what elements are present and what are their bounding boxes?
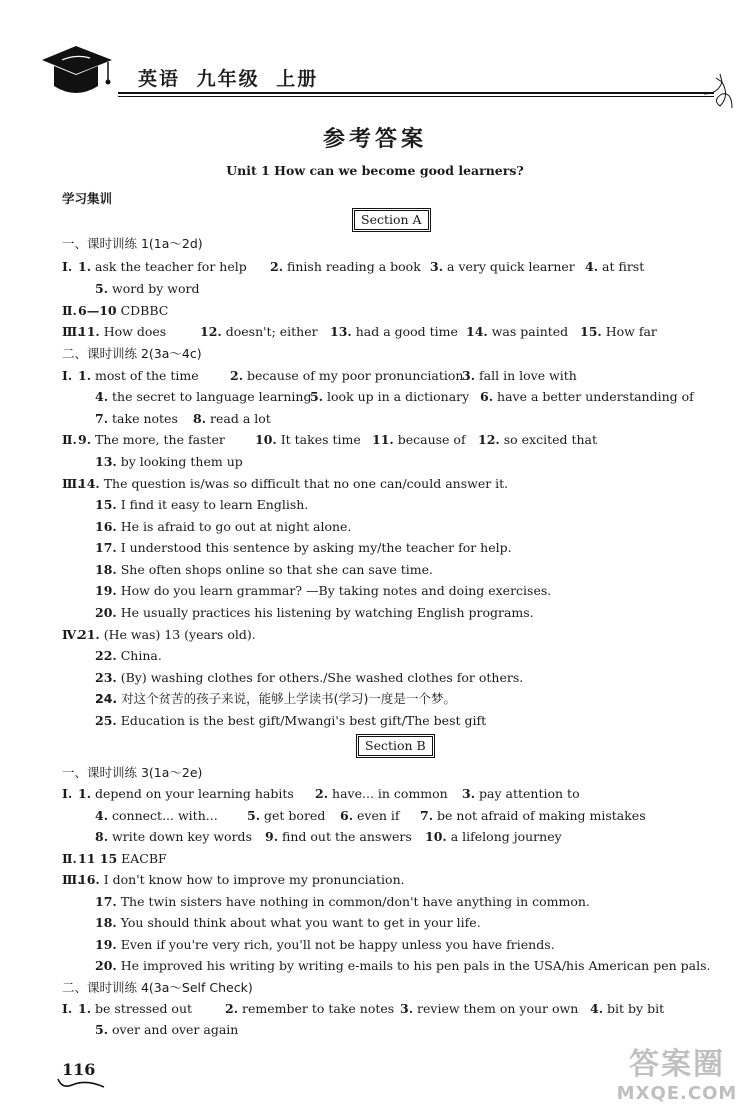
answer-text: was painted	[487, 324, 569, 339]
answer-text: fall in love with	[475, 368, 577, 383]
part-number: Ⅰ.	[62, 368, 73, 383]
section-b-label: Section B	[358, 736, 433, 756]
answer-item	[95, 605, 534, 621]
answer-item	[270, 259, 421, 275]
answer-item	[95, 829, 252, 845]
answer-text: pay attention to	[475, 786, 580, 801]
answer-item	[78, 872, 405, 888]
answer-item	[265, 829, 412, 845]
part-number: Ⅱ.	[62, 851, 77, 866]
answer-text: He is afraid to go out at night alone.	[116, 519, 352, 534]
answer-text: bit by bit	[603, 1001, 665, 1016]
answer-item	[462, 786, 580, 802]
answer-text: so excited that	[499, 432, 598, 447]
answer-number: 13.	[330, 324, 352, 339]
answer-number: 20.	[95, 605, 117, 620]
answer-text: remember to take notes	[238, 1001, 395, 1016]
answer-item	[95, 1022, 238, 1038]
answer-number: 17.	[95, 894, 117, 909]
answer-number: 12.	[200, 324, 222, 339]
answer-number: 11.	[372, 432, 394, 447]
answer-number: 4.	[95, 389, 109, 404]
header-rule	[118, 92, 714, 94]
book-title: 英语 九年级 上册	[138, 68, 319, 90]
answer-item	[95, 497, 308, 513]
answer-item	[425, 829, 562, 845]
answer-item	[95, 670, 523, 686]
part-number: Ⅰ.	[62, 786, 73, 801]
answer-text: read a lot	[206, 411, 271, 426]
answer-text: had a good time	[351, 324, 458, 339]
answer-item	[95, 389, 312, 405]
answer-number: 14.	[78, 476, 100, 491]
answer-text: Even if you're very rich, you'll not be happy unless you have friends.	[116, 937, 555, 952]
page-header	[0, 0, 750, 110]
answer-number: 6.	[340, 808, 354, 823]
answer-number: 11 15	[78, 851, 118, 866]
answer-text: take notes	[108, 411, 178, 426]
swirl-ornament-icon	[702, 72, 736, 112]
answer-text: be stressed out	[91, 1001, 193, 1016]
answer-number: 5.	[247, 808, 261, 823]
answer-item	[230, 368, 463, 384]
answer-text: have... in common	[328, 786, 448, 801]
answer-text: She often shops online so that she can save time.	[116, 562, 433, 577]
part-number: Ⅲ.	[62, 324, 82, 339]
answer-number: 16.	[95, 519, 117, 534]
answer-number: 4.	[590, 1001, 604, 1016]
answer-item	[330, 324, 458, 340]
answer-item	[420, 808, 646, 824]
answer-item	[478, 432, 597, 448]
answer-item	[95, 937, 555, 953]
answer-text: How do you learn grammar? —By taking notes and doing exercises.	[116, 583, 552, 598]
answer-text: even if	[353, 808, 400, 823]
watermark	[612, 1039, 742, 1105]
part-number: Ⅰ.	[62, 259, 73, 274]
answer-text: the secret to language learning	[108, 389, 312, 404]
page-number-ornament-icon	[56, 1075, 106, 1091]
answer-text: Education is the best gift/Mwangi's best gift/The best gift	[116, 713, 487, 728]
answer-text: connect... with...	[108, 808, 218, 823]
answer-item	[78, 851, 167, 867]
answer-item	[200, 324, 318, 340]
answer-number: 17.	[95, 540, 117, 555]
unit-title: Unit 1 How can we become good learners?	[226, 163, 524, 178]
answer-number: 18.	[95, 915, 117, 930]
answer-number: 23.	[95, 670, 117, 685]
answer-item	[78, 432, 225, 448]
answer-item	[225, 1001, 394, 1017]
answer-text: most of the time	[91, 368, 199, 383]
answer-number: 4.	[95, 808, 109, 823]
answer-number: 21.	[78, 627, 100, 642]
part-number: Ⅰ.	[62, 1001, 73, 1016]
exercise-heading: 一、课时训练 3(1a～2e)	[62, 765, 203, 780]
exercise-heading: 二、课时训练 4(3a～Self Check)	[62, 980, 253, 995]
answer-item	[95, 691, 456, 707]
answer-item	[78, 476, 508, 492]
answer-item	[95, 540, 512, 556]
answer-number: 1.	[78, 786, 92, 801]
answer-text: CDBBC	[116, 303, 169, 318]
answer-number: 7.	[95, 411, 109, 426]
answer-text: write down key words	[108, 829, 252, 844]
answer-number: 18.	[95, 562, 117, 577]
answer-item	[340, 808, 400, 824]
answer-number: 14.	[466, 324, 488, 339]
answer-text: word by word	[108, 281, 200, 296]
part-number: Ⅱ.	[62, 303, 77, 318]
answer-item	[95, 808, 218, 824]
answer-item	[430, 259, 575, 275]
answer-number: 4.	[585, 259, 599, 274]
answer-text: You should think about what you want to get in your life.	[116, 915, 481, 930]
answer-item	[95, 583, 551, 599]
answer-number: 1.	[78, 259, 92, 274]
section-a-label: Section A	[354, 210, 429, 230]
answer-item	[95, 562, 433, 578]
answer-number: 6.	[480, 389, 494, 404]
answer-item	[310, 389, 469, 405]
answer-item	[95, 411, 178, 427]
answer-text: The question is/was so difficult that no one can/could answer it.	[99, 476, 509, 491]
answer-text: by looking them up	[116, 454, 243, 469]
answer-text: China.	[116, 648, 162, 663]
answer-number: 24.	[95, 691, 118, 706]
answer-number: 5.	[95, 1022, 109, 1037]
answer-item	[78, 627, 256, 643]
answer-text: The more, the faster	[91, 432, 225, 447]
answer-item	[78, 368, 199, 384]
watermark-logo: 答案圈	[629, 1047, 725, 1082]
answer-number: 3.	[462, 368, 476, 383]
answer-text: doesn't; either	[221, 324, 318, 339]
answer-text: The twin sisters have nothing in common/don't have anything in common.	[116, 894, 590, 909]
answer-item	[78, 324, 166, 340]
answer-text: depend on your learning habits	[91, 786, 294, 801]
graduation-cap-icon	[36, 40, 116, 102]
answer-text: It takes time	[276, 432, 361, 447]
answer-item	[95, 958, 710, 974]
section-label: 学习集训	[62, 191, 113, 206]
part-number: Ⅲ.	[62, 476, 82, 491]
answer-item	[247, 808, 325, 824]
answer-number: 1.	[78, 1001, 92, 1016]
answer-item	[590, 1001, 664, 1017]
answer-number: 15.	[95, 497, 117, 512]
answer-item	[480, 389, 694, 405]
answer-text: because of	[393, 432, 466, 447]
answer-item	[95, 915, 481, 931]
answer-number: 6—10	[78, 303, 117, 318]
answer-item	[78, 1001, 192, 1017]
watermark-url: MXQE.COM	[616, 1083, 738, 1104]
answer-number: 8.	[95, 829, 109, 844]
answer-item	[580, 324, 657, 340]
answer-item	[95, 281, 199, 297]
answer-item	[78, 259, 247, 275]
answer-text: 对这个贫苦的孩子来说，能够上学读书(学习)一度是一个梦。	[117, 691, 456, 706]
answer-number: 12.	[478, 432, 500, 447]
answer-number: 8.	[193, 411, 207, 426]
answer-text: How far	[601, 324, 657, 339]
answer-text: finish reading a book	[283, 259, 421, 274]
answer-number: 2.	[315, 786, 329, 801]
answer-number: 25.	[95, 713, 117, 728]
page-number: 116	[62, 1060, 96, 1079]
answer-text: find out the answers	[278, 829, 412, 844]
answer-item	[466, 324, 568, 340]
answer-text: (He was) 13 (years old).	[99, 627, 256, 642]
answer-number: 20.	[95, 958, 117, 973]
answer-number: 16.	[78, 872, 100, 887]
answer-text: EACBF	[117, 851, 167, 866]
answer-item	[95, 894, 590, 910]
answer-text: review them on your own	[413, 1001, 579, 1016]
exercise-heading: 二、课时训练 2(3a～4c)	[62, 346, 202, 361]
answer-number: 10.	[425, 829, 447, 844]
answer-text: ask the teacher for help	[91, 259, 247, 274]
part-number: Ⅱ.	[62, 432, 77, 447]
answer-number: 9.	[265, 829, 279, 844]
answer-number: 13.	[95, 454, 117, 469]
answer-number: 9.	[78, 432, 92, 447]
answer-number: 15.	[580, 324, 602, 339]
answer-text: have a better understanding of	[493, 389, 694, 404]
answer-number: 2.	[270, 259, 284, 274]
answer-number: 5.	[95, 281, 109, 296]
answer-number: 10.	[255, 432, 277, 447]
answer-text: I find it easy to learn English.	[116, 497, 309, 512]
answer-number: 3.	[400, 1001, 414, 1016]
answer-text: He usually practices his listening by watching English programs.	[116, 605, 534, 620]
answer-item	[462, 368, 577, 384]
exercise-heading: 一、课时训练 1(1a～2d)	[62, 236, 203, 251]
answer-number: 3.	[430, 259, 444, 274]
answer-text: a very quick learner	[443, 259, 575, 274]
answer-item	[95, 713, 486, 729]
header-rule-thin	[118, 96, 714, 97]
answer-number: 2.	[230, 368, 244, 383]
page-title: 参考答案	[322, 127, 427, 152]
answer-text: a lifelong journey	[446, 829, 562, 844]
answer-item	[372, 432, 466, 448]
answer-number: 19.	[95, 583, 117, 598]
answer-item	[400, 1001, 578, 1017]
answer-text: over and over again	[108, 1022, 239, 1037]
answer-item	[78, 303, 168, 319]
answer-item	[78, 786, 294, 802]
answer-number: 19.	[95, 937, 117, 952]
answer-text: He improved his writing by writing e-mails to his pen pals in the USA/his American pen pals.	[116, 958, 711, 973]
answer-number: 7.	[420, 808, 434, 823]
answer-text: because of my poor pronunciation	[243, 368, 464, 383]
answer-text: (By) washing clothes for others./She washed clothes for others.	[116, 670, 524, 685]
answer-text: be not afraid of making mistakes	[433, 808, 646, 823]
answer-text: get bored	[260, 808, 326, 823]
answer-item	[95, 648, 162, 664]
answer-item	[255, 432, 361, 448]
answer-item	[95, 519, 351, 535]
answer-number: 22.	[95, 648, 117, 663]
answer-item	[585, 259, 644, 275]
answer-item	[95, 454, 243, 470]
part-number: Ⅳ.	[62, 627, 81, 642]
answer-text: at first	[598, 259, 645, 274]
part-number: Ⅲ.	[62, 872, 82, 887]
answer-text: I don't know how to improve my pronunciation.	[99, 872, 405, 887]
answer-item	[315, 786, 448, 802]
answer-number: 5.	[310, 389, 324, 404]
answer-text: I understood this sentence by asking my/the teacher for help.	[116, 540, 512, 555]
answer-number: 11.	[78, 324, 100, 339]
answer-text: look up in a dictionary	[323, 389, 470, 404]
answer-item	[193, 411, 271, 427]
answer-number: 3.	[462, 786, 476, 801]
answer-text: How does	[99, 324, 167, 339]
answer-number: 1.	[78, 368, 92, 383]
answer-number: 2.	[225, 1001, 239, 1016]
